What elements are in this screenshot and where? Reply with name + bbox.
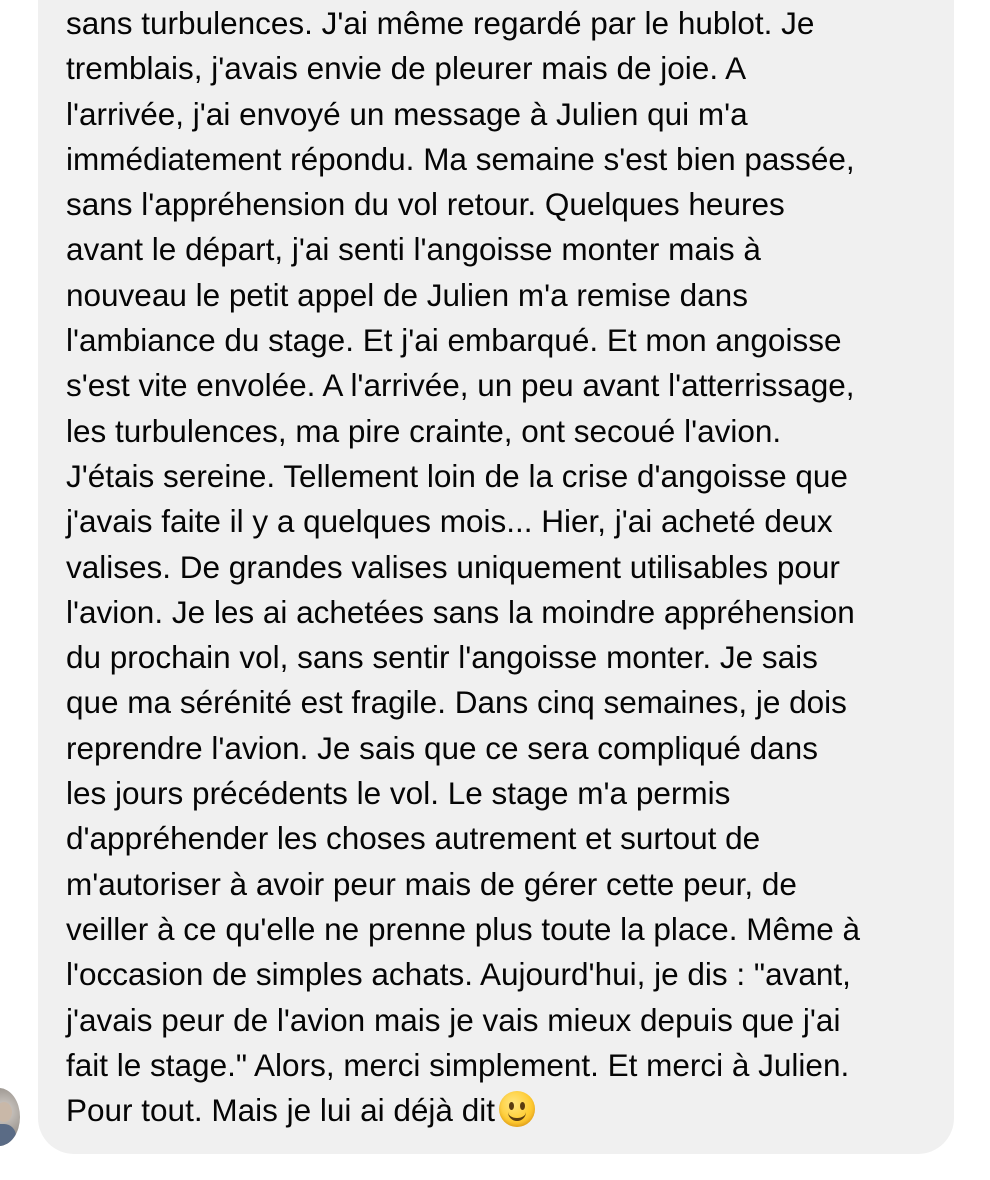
message-line: m'autoriser à avoir peur mais de gérer cette peur, de — [66, 865, 797, 902]
message-line: les turbulences, ma pire crainte, ont secoué l'avion. — [66, 412, 782, 449]
message-line: l'avion. Je les ai achetées sans la moindre appréhension — [66, 593, 855, 630]
message-line: reprendre l'avion. Je sais que ce sera compliqué dans — [66, 729, 818, 766]
message-line: avant le départ, j'ai senti l'angoisse monter mais à — [66, 231, 761, 268]
message-line: l'ambiance du stage. Et j'ai embarqué. Et mon angoisse — [66, 322, 842, 359]
avatar-face — [0, 1102, 12, 1122]
sender-avatar[interactable] — [0, 1088, 20, 1146]
message-last-line — [66, 1088, 946, 1133]
message-line: immédiatement répondu. Ma semaine s'est bien passée, — [66, 140, 855, 177]
message-line: sans l'appréhension du vol retour. Quelques heures — [66, 186, 785, 223]
message-line: veiller à ce qu'elle ne prenne plus toute la place. Même à — [66, 910, 860, 947]
message-line: l'arrivée, j'ai envoyé un message à Julien qui m'a — [66, 95, 748, 132]
message-line: j'avais faite il y a quelques mois... Hier, j'ai acheté deux — [66, 503, 833, 540]
message-line: les jours précédents le vol. Le stage m'a permis — [66, 775, 731, 812]
message-line: j'avais peur de l'avion mais je vais mieux depuis que j'ai — [66, 1001, 841, 1038]
message-last-line-text: Pour tout. Mais je lui ai déjà dit — [66, 1092, 495, 1129]
avatar-shirt — [0, 1124, 16, 1146]
message-line: valises. De grandes valises uniquement utilisables pour — [66, 548, 840, 585]
message-line: l'occasion de simples achats. Aujourd'hui, je dis : "avant, — [66, 956, 851, 993]
message-line: que ma sérénité est fragile. Dans cinq semaines, je dois — [66, 684, 847, 721]
message-text — [66, 1, 946, 1133]
message-line: s'est vite envolée. A l'arrivée, un peu avant l'atterrissage, — [66, 367, 855, 404]
message-line: nouveau le petit appel de Julien m'a remise dans — [66, 276, 748, 313]
message-line: sans turbulences. J'ai même regardé par le hublot. Je — [66, 5, 815, 41]
message-line: du prochain vol, sans sentir l'angoisse monter. Je sais — [66, 639, 818, 676]
emoji-mouth — [508, 1108, 526, 1121]
message-bubble[interactable] — [38, 0, 954, 1154]
slightly-smiling-face-icon — [499, 1091, 535, 1127]
message-line: tremblais, j'avais envie de pleurer mais de joie. A — [66, 50, 747, 87]
message-line: fait le stage." Alors, merci simplement. Et merci à Julien. — [66, 1046, 850, 1083]
message-line: d'appréhender les choses autrement et surtout de — [66, 820, 761, 857]
message-line: J'étais sereine. Tellement loin de la crise d'angoisse que — [66, 457, 848, 494]
